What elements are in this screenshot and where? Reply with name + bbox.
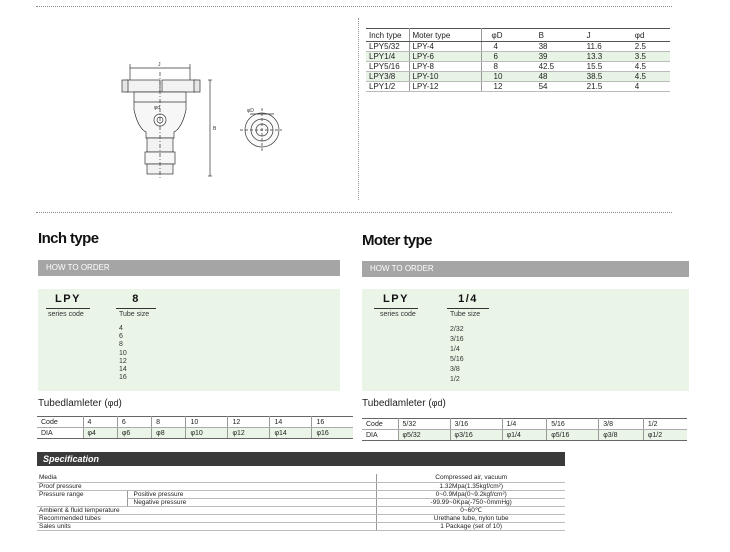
table-header-row — [366, 29, 670, 42]
moter-series-code: LPY — [383, 293, 409, 305]
cell: 12 — [228, 417, 270, 428]
cell: 4 — [83, 417, 117, 428]
cell: 4.5 — [632, 62, 670, 72]
table-row — [37, 428, 353, 439]
table-row — [37, 417, 353, 428]
table-row — [362, 419, 687, 430]
cell: LPY-12 — [409, 82, 481, 92]
spec-value: Compressed air, vacuum — [377, 474, 565, 482]
list-item: 6 — [119, 333, 123, 341]
cell: 10 — [481, 72, 536, 82]
spec-value: 0~0.9Mpa(0~9.2kgf/cm²) — [377, 490, 565, 498]
list-item: 4 — [119, 325, 123, 332]
table-row — [37, 506, 565, 514]
inch-tube-table — [37, 416, 353, 439]
cell: 4.5 — [632, 72, 670, 82]
cell: 8 — [152, 417, 186, 428]
table-row — [366, 62, 670, 72]
inch-tubedia-close: ) — [118, 398, 122, 409]
inch-order-panel — [38, 289, 340, 391]
spec-value: Urethane tube, nylon tube — [377, 514, 565, 522]
dimension-table — [366, 28, 670, 92]
cell: 12 — [481, 82, 536, 92]
spec-sublabel: Positive pressure — [127, 490, 377, 498]
table-row — [366, 42, 670, 52]
moter-tubedia-symbol: φd — [431, 398, 443, 408]
moter-series-underline — [374, 308, 418, 309]
list-item: 12 — [119, 357, 127, 365]
cell: 2.5 — [632, 42, 670, 52]
table-row — [37, 522, 565, 530]
spec-value: 1 Package (set of 10) — [377, 522, 565, 530]
moter-order-panel — [362, 289, 689, 391]
spec-label: Proof pressure — [37, 482, 377, 490]
cell: LPY-4 — [409, 42, 481, 52]
cell: 11.6 — [584, 42, 632, 52]
table-row — [37, 514, 565, 522]
cell: φ10 — [186, 428, 228, 439]
cell: φ3/16 — [450, 430, 502, 441]
header-B: B — [536, 29, 584, 42]
inch-tubedia-title — [38, 398, 122, 409]
code-header: Code — [362, 419, 398, 430]
cell: 39 — [536, 52, 584, 62]
spec-label: Pressure range — [37, 490, 127, 506]
cell: 42.5 — [536, 62, 584, 72]
moter-tube-label: Tube size — [450, 311, 481, 318]
cell: 8 — [481, 62, 536, 72]
table-row — [362, 430, 687, 441]
table-row — [366, 82, 670, 92]
list-item: 8 — [119, 341, 123, 349]
label-d: φd — [154, 105, 161, 111]
specification-header: Specification — [37, 452, 565, 466]
moter-title: Moter type — [362, 232, 432, 249]
cell: φ12 — [228, 428, 270, 439]
inch-tube-label: Tube size — [119, 311, 150, 318]
inch-tube-size: 8 — [132, 293, 140, 305]
inch-series-code: LPY — [55, 293, 81, 305]
list-item: 14 — [119, 366, 127, 374]
cell: 3.5 — [632, 52, 670, 62]
cell: φ14 — [270, 428, 312, 439]
list-item: 1/2 — [450, 376, 460, 383]
inch-tube-underline — [116, 308, 156, 309]
cell: LPY-10 — [409, 72, 481, 82]
header-inch: Inch type — [366, 29, 409, 42]
inch-series-label: series code — [48, 311, 84, 318]
cell: 10 — [186, 417, 228, 428]
cell: 21.5 — [584, 82, 632, 92]
cell: LPY5/32 — [366, 42, 409, 52]
moter-tubedia-title — [362, 398, 446, 409]
moter-tubedia-text: Tubedlamleter ( — [362, 398, 432, 409]
cell: φ5/16 — [547, 430, 599, 441]
dia-header: DIA — [37, 428, 83, 439]
list-item: 5/16 — [450, 356, 464, 363]
table-row — [37, 474, 565, 482]
spec-label: Ambient & fluid temperature — [37, 506, 377, 514]
cell: LPY5/16 — [366, 62, 409, 72]
list-item: 2/32 — [450, 326, 464, 333]
code-header: Code — [37, 417, 83, 428]
header-D: φD — [481, 29, 536, 42]
list-item: 10 — [119, 349, 127, 357]
cell: LPY1/4 — [366, 52, 409, 62]
specification-table — [37, 474, 565, 531]
header-d: φd — [632, 29, 670, 42]
cell: φ4 — [83, 428, 117, 439]
moter-tube-table — [362, 418, 687, 441]
cell: 3/8 — [599, 419, 644, 430]
moter-series-label: series code — [380, 311, 416, 318]
moter-tubedia-close: ) — [442, 398, 446, 409]
inch-tubedia-text: Tubedlamleter ( — [38, 398, 108, 409]
cell: 38.5 — [584, 72, 632, 82]
cell: 5/16 — [547, 419, 599, 430]
label-j: J — [158, 62, 161, 68]
cell: 16 — [312, 417, 353, 428]
header-moter: Moter type — [409, 29, 481, 42]
cell: 4 — [481, 42, 536, 52]
cell: φ5/32 — [398, 430, 450, 441]
table-row — [366, 72, 670, 82]
spec-label: Recommended tubes — [37, 514, 377, 522]
inch-size-list — [119, 325, 127, 382]
moter-size-list — [450, 325, 464, 385]
cell: LPY-8 — [409, 62, 481, 72]
cell: 13.3 — [584, 52, 632, 62]
cell: 54 — [536, 82, 584, 92]
cell: 48 — [536, 72, 584, 82]
header-J: J — [584, 29, 632, 42]
cell: φ6 — [117, 428, 151, 439]
spec-label: Sales units — [37, 522, 377, 530]
cell: φ3/8 — [599, 430, 644, 441]
cell: 38 — [536, 42, 584, 52]
inch-series-underline — [46, 308, 90, 309]
middle-divider — [36, 212, 672, 213]
spec-sublabel: Negative pressure — [127, 498, 377, 506]
cell: LPY1/2 — [366, 82, 409, 92]
cell: LPY3/8 — [366, 72, 409, 82]
spec-value: -99.99~0Kpa(-750~0mmHg) — [377, 498, 565, 506]
dia-header: DIA — [362, 430, 398, 441]
inch-tubedia-symbol: φd — [107, 398, 119, 408]
spec-label: Media — [37, 474, 377, 482]
moter-tube-underline — [447, 308, 489, 309]
table-row — [366, 52, 670, 62]
cell: 5/32 — [398, 419, 450, 430]
table-row — [37, 490, 565, 498]
cell: 14 — [270, 417, 312, 428]
label-D: φD — [247, 108, 254, 114]
spec-value: 0~60℃ — [377, 506, 565, 514]
list-item: 1/4 — [450, 346, 460, 353]
list-item: 16 — [119, 374, 127, 382]
cell: 6 — [117, 417, 151, 428]
moter-how-to-order-bar: HOW TO ORDER — [362, 261, 689, 277]
cell: 15.5 — [584, 62, 632, 72]
table-row — [37, 482, 565, 490]
inch-title: Inch type — [38, 230, 99, 247]
cell: φ1/4 — [502, 430, 547, 441]
spec-value: 1.32Mpa(1.35kgf/cm²) — [377, 482, 565, 490]
fitting-drawing — [112, 58, 282, 188]
inch-how-to-order-bar: HOW TO ORDER — [38, 260, 340, 276]
cell: LPY-6 — [409, 52, 481, 62]
vertical-divider — [358, 18, 359, 200]
moter-tube-size: 1/4 — [458, 293, 478, 305]
cell: 4 — [632, 82, 670, 92]
list-item: 3/16 — [450, 336, 464, 343]
cell: 6 — [481, 52, 536, 62]
cell: 1/4 — [502, 419, 547, 430]
list-item: 3/8 — [450, 366, 460, 373]
label-b: B — [213, 126, 217, 132]
cell: φ8 — [152, 428, 186, 439]
cell: φ1/2 — [643, 430, 687, 441]
cell: φ16 — [312, 428, 353, 439]
top-divider — [36, 6, 672, 7]
cell: 1/2 — [643, 419, 687, 430]
cell: 3/16 — [450, 419, 502, 430]
